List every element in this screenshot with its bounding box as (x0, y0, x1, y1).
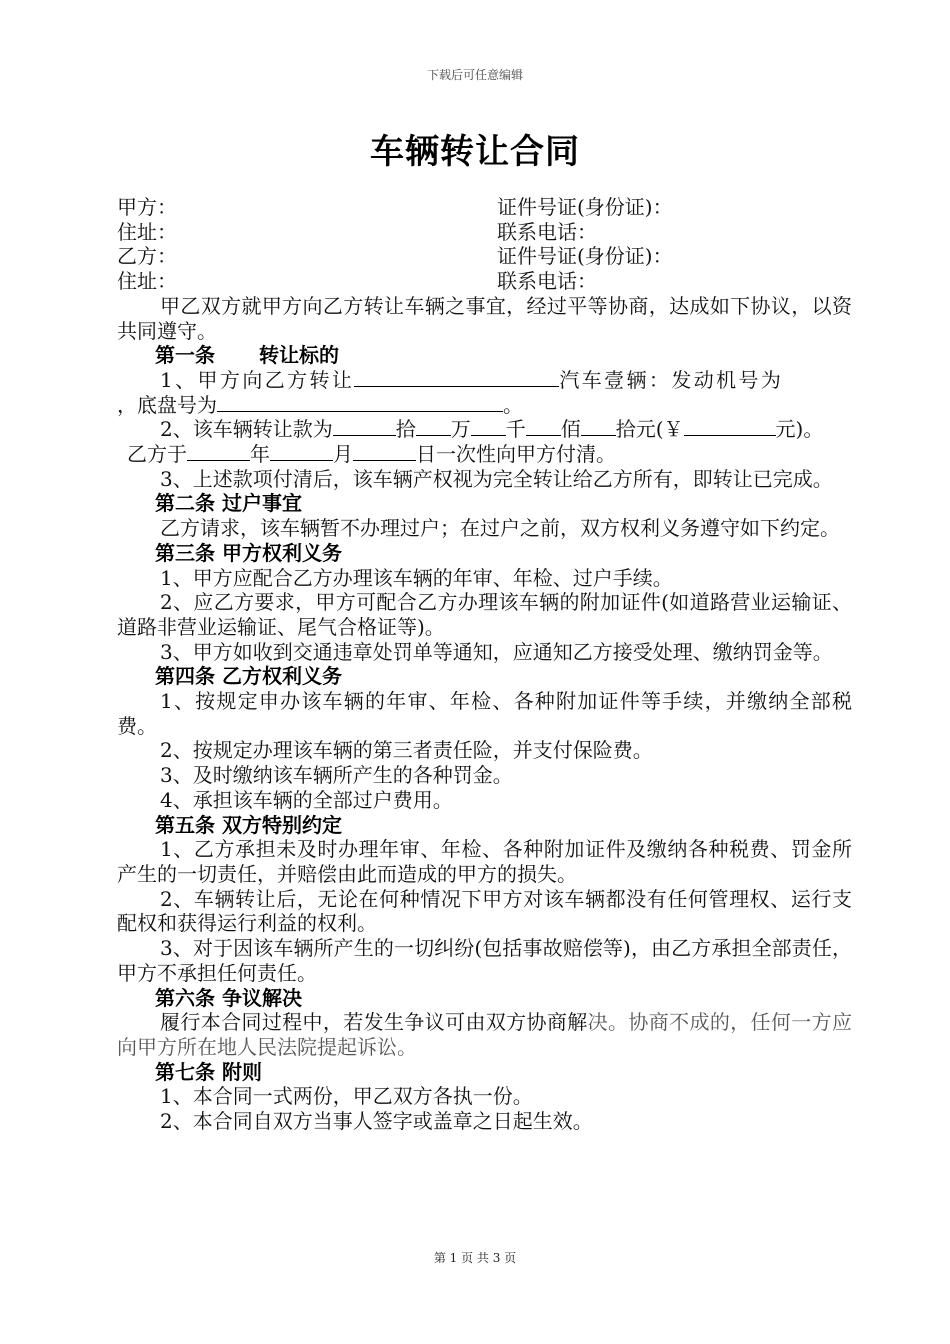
article-6-clause-1: 履行本合同过程中，若发生争议可由双方协商解决。协商不成的，任何一方应向甲方所在地人民法院提起诉讼。 (117, 1010, 853, 1059)
article-3-clause-2: 2、应乙方要求，甲方可配合乙方办理该车辆的附加证件(如道路营业运输证、道路非营业运输证、尾气合格证等)。 (117, 590, 852, 639)
article-3-clause-1: 1、甲方应配合乙方办理该车辆的年审、年检、过户手续。 (160, 565, 673, 590)
article-7-clause-1: 1、本合同一式两份，甲乙双方各执一份。 (160, 1084, 533, 1109)
article-2-clause-1: 乙方请求，该车辆暂不办理过户；在过户之前，双方权利义务遵守如下约定。 (160, 516, 840, 541)
article-3-title: 第三条 甲方权利义务 (155, 540, 342, 565)
article-6-title: 第六条 争议解决 (155, 985, 302, 1010)
party-row (117, 269, 852, 294)
article-1-clause-2-cont: 乙方于 年 月 日一次性向甲方付清。 (127, 442, 616, 467)
article-7-title: 第七条 附则 (155, 1059, 262, 1084)
party-b-label: 乙方： (117, 244, 177, 269)
party-b-phone-label: 联系电话： (497, 269, 597, 294)
article-2-title: 第二条 过户事宜 (155, 491, 302, 516)
party-b-id-label: 证件号证(身份证)： (497, 244, 673, 269)
article-7-clause-2: 2、本合同自双方当事人签字或盖章之日起生效。 (160, 1109, 593, 1134)
article-5-clause-3: 3、对于因该车辆所产生的一切纠纷(包括事故赔偿等)，由乙方承担全部责任，甲方不承担任何责任。 (117, 936, 852, 985)
party-a-phone-label: 联系电话： (497, 219, 597, 244)
article-4-clause-2: 2、按规定办理该车辆的第三者责任险，并支付保险费。 (160, 738, 653, 763)
article-1-clause-1: 1、甲方向乙方转让 汽车壹辆：发动机号为 (160, 367, 784, 392)
article-4-clause-3: 3、及时缴纳该车辆所产生的各种罚金。 (160, 763, 513, 788)
article-4-title: 第四条 乙方权利义务 (155, 664, 342, 689)
article-1-clause-1-cont: ，底盘号为 。 (117, 392, 523, 417)
article-5-clause-1: 1、乙方承担未及时办理年审、年检、各种附加证件及缴纳各种税费、罚金所产生的一切责任，并赔偿由此而造成的甲方的损失。 (117, 837, 852, 886)
article-4-clause-4: 4、承担该车辆的全部过户费用。 (160, 787, 453, 812)
page-header: 下载后可任意编辑 (426, 68, 523, 82)
party-a-address-label: 住址： (117, 219, 177, 244)
party-a-label: 甲方： (117, 195, 177, 219)
document-title: 车辆转让合同 (370, 132, 580, 172)
contract-body (117, 195, 852, 1134)
party-b-address-label: 住址： (117, 269, 177, 294)
party-row (117, 244, 852, 269)
article-1-clause-3: 3、上述款项付清后，该车辆产权视为完全转让给乙方所有，即转让已完成。 (160, 466, 833, 491)
party-a-id-label: 证件号证(身份证)： (497, 195, 673, 219)
article-1-clause-2: 2、该车辆转让款为 拾 万 千 佰 拾元(￥ 元)。 (160, 417, 824, 442)
blank-chassis (217, 394, 503, 412)
article-3-clause-3: 3、甲方如收到交通违章处罚单等通知，应通知乙方接受处理、缴纳罚金等。 (160, 639, 833, 664)
article-5-title: 第五条 双方特别约定 (155, 812, 342, 837)
page-footer: 第 1 页 共 3 页 (433, 1251, 517, 1265)
party-row (117, 195, 852, 220)
intro-paragraph: 甲乙双方就甲方向乙方转让车辆之事宜，经过平等协商，达成如下协议，以资共同遵守。 (117, 293, 852, 343)
party-row (117, 220, 852, 245)
article-1-title: 第一条 转让标的 (155, 343, 339, 368)
article-4-clause-1: 1、按规定申办该车辆的年审、年检、各种附加证件等手续，并缴纳全部税费。 (117, 689, 852, 738)
article-5-clause-2: 2、车辆转让后，无论在何种情况下甲方对该车辆都没有任何管理权、运行支配权和获得运行利益的权利。 (117, 886, 852, 936)
blank-vehicle (354, 369, 559, 387)
